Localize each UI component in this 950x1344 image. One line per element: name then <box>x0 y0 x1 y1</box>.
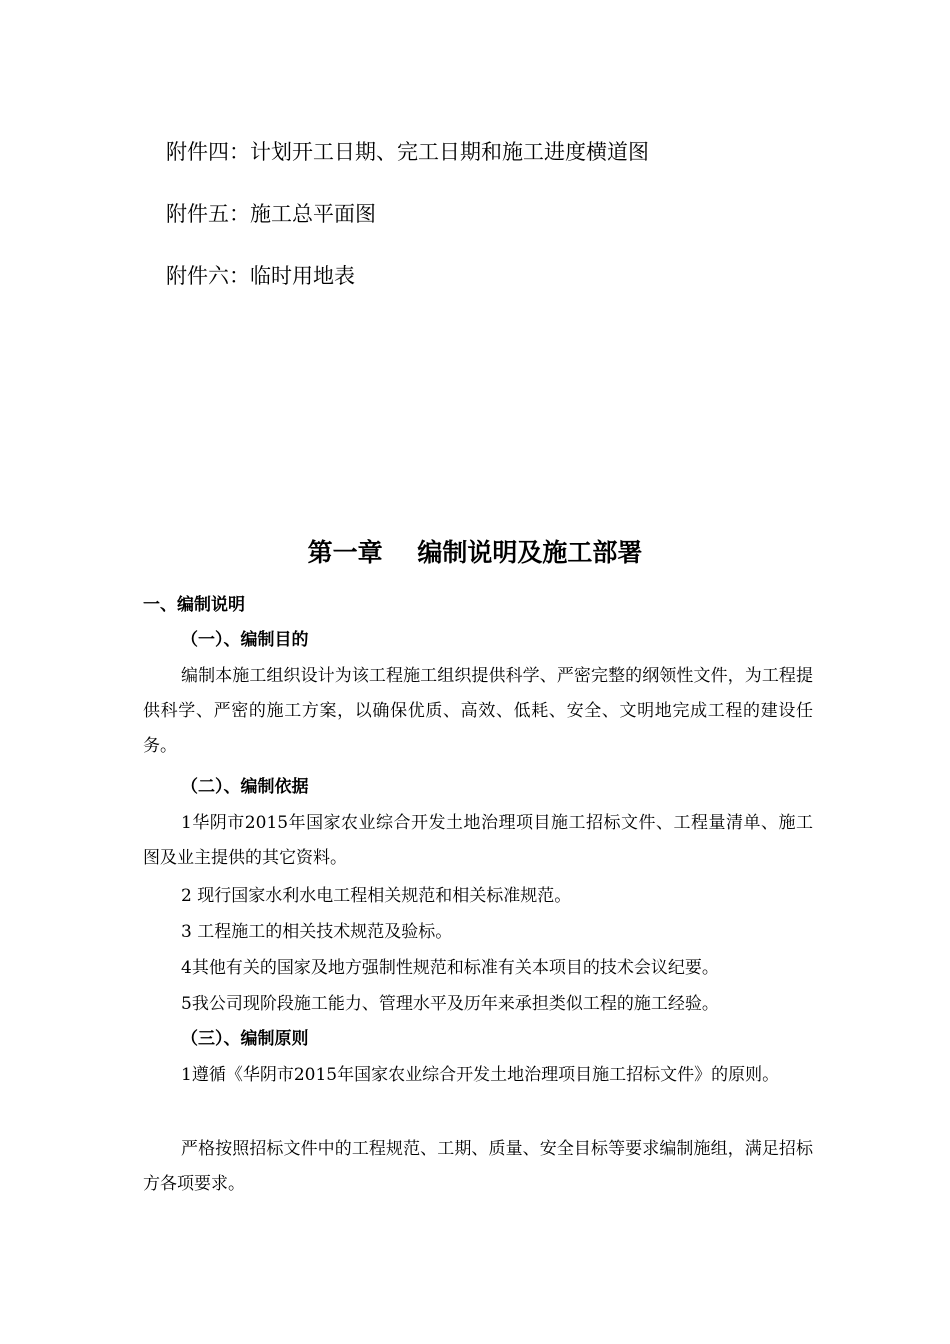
chapter-title: 第一章 编制说明及施工部署 <box>307 538 643 567</box>
paragraph-principles-item-1: 1遵循《华阴市2015年国家农业综合开发土地治理项目施工招标文件》的原则。 <box>181 1065 780 1085</box>
section-heading: 一、编制说明 <box>143 595 245 615</box>
basis-item-3: 3 工程施工的相关技术规范及验标。 <box>181 922 453 942</box>
paragraph-basis-item-1: 1华阴市2015年国家农业综合开发土地治理项目施工招标文件、工程量清单、施工图及业主提供的其它资料。 <box>143 813 813 868</box>
basis-item-2: 2 现行国家水利水电工程相关规范和相关标准规范。 <box>181 886 572 906</box>
basis-item-5: 5我公司现阶段施工能力、管理水平及历年来承担类似工程的施工经验。 <box>181 994 719 1014</box>
basis-item-4: 4其他有关的国家及地方强制性规范和标准有关本项目的技术会议纪要。 <box>181 958 719 978</box>
subsection-heading-purpose: （一）、编制目的 <box>181 630 309 650</box>
attachment-4: 附件四：计划开工日期、完工日期和施工进度横道图 <box>166 140 649 164</box>
attachment-5: 附件五：施工总平面图 <box>166 202 376 226</box>
paragraph-purpose: 编制本施工组织设计为该工程施工组织提供科学、严密完整的纲领性文件，为工程提供科学、严密的施工方案，以确保优质、高效、低耗、安全、文明地完成工程的建设任务。 <box>143 666 813 756</box>
subsection-heading-principles: （三）、编制原则 <box>181 1029 309 1049</box>
paragraph-principles-text: 严格按照招标文件中的工程规范、工期、质量、安全目标等要求编制施组，满足招标方各项要求。 <box>143 1139 813 1194</box>
subsection-heading-basis: （二）、编制依据 <box>181 777 309 797</box>
attachment-6: 附件六：临时用地表 <box>166 264 355 288</box>
